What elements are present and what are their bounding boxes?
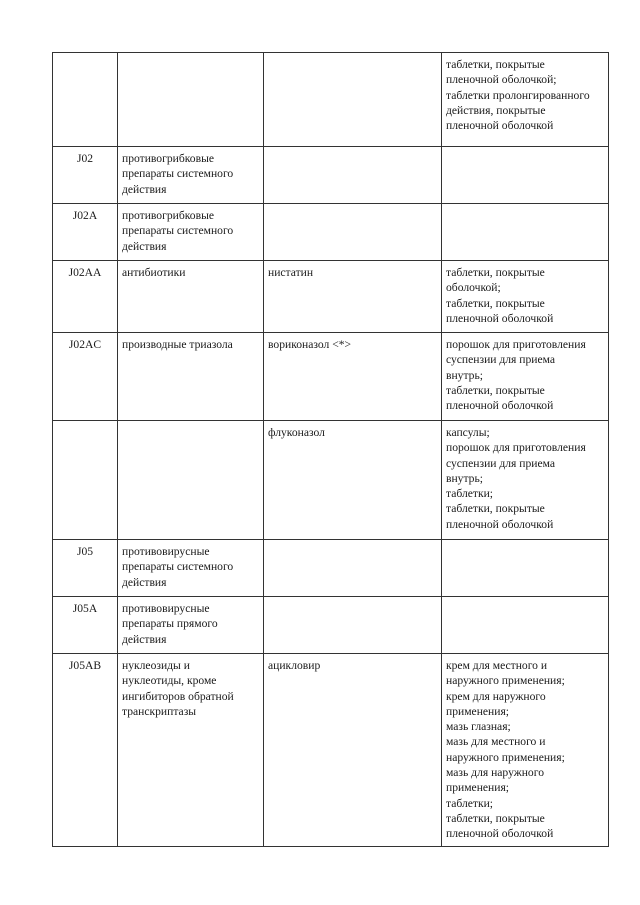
drug-cell — [264, 597, 442, 654]
dosage-form-cell — [442, 597, 609, 654]
drug-cell — [264, 147, 442, 204]
atc-code-cell: J02AC — [53, 333, 118, 421]
atc-code-cell: J02 — [53, 147, 118, 204]
group-cell: противовирусные препараты прямого действия — [118, 597, 264, 654]
table-row — [53, 333, 609, 421]
drug-cell — [264, 53, 442, 147]
drug-cell: флуконазол — [264, 421, 442, 540]
atc-code-cell: J05A — [53, 597, 118, 654]
dosage-form-cell — [442, 540, 609, 597]
table-row — [53, 147, 609, 204]
atc-code-cell — [53, 421, 118, 540]
dosage-form-cell — [442, 147, 609, 204]
medicines-table — [52, 52, 609, 847]
table-row — [53, 53, 609, 147]
table-row — [53, 261, 609, 333]
atc-code-cell: J05 — [53, 540, 118, 597]
atc-code-cell: J02AA — [53, 261, 118, 333]
atc-code-cell: J05AB — [53, 654, 118, 847]
group-cell — [118, 421, 264, 540]
atc-code-cell: J02A — [53, 204, 118, 261]
group-cell — [118, 53, 264, 147]
dosage-form-cell — [442, 204, 609, 261]
dosage-form-cell: таблетки, покрытые пленочной оболочкой; таблетки пролонгированного действия, покрытые пленочной оболочкой — [442, 53, 609, 147]
dosage-form-cell: порошок для приготовления суспензии для приема внутрь; таблетки, покрытые пленочной оболочкой — [442, 333, 609, 421]
group-cell: производные триазола — [118, 333, 264, 421]
group-cell: противогрибковые препараты системного действия — [118, 147, 264, 204]
drug-cell: нистатин — [264, 261, 442, 333]
drug-cell: ацикловир — [264, 654, 442, 847]
table-row — [53, 654, 609, 847]
group-cell: противовирусные препараты системного действия — [118, 540, 264, 597]
dosage-form-cell: капсулы; порошок для приготовления суспензии для приема внутрь; таблетки; таблетки, покрытые пленочной оболочкой — [442, 421, 609, 540]
dosage-form-cell: крем для местного и наружного применения; крем для наружного применения; мазь глазная; мазь для местного и наружного применения; мазь для наружного применения; таблетки; таблетки, покрытые пленочной оболочкой — [442, 654, 609, 847]
atc-code-cell — [53, 53, 118, 147]
group-cell: антибиотики — [118, 261, 264, 333]
table-row — [53, 204, 609, 261]
group-cell: нуклеозиды и нуклеотиды, кроме ингибиторов обратной транскриптазы — [118, 654, 264, 847]
drug-cell: вориконазол <*> — [264, 333, 442, 421]
table-row — [53, 540, 609, 597]
table-row — [53, 421, 609, 540]
drug-cell — [264, 204, 442, 261]
dosage-form-cell: таблетки, покрытые оболочкой; таблетки, покрытые пленочной оболочкой — [442, 261, 609, 333]
table-row — [53, 597, 609, 654]
drug-cell — [264, 540, 442, 597]
group-cell: противогрибковые препараты системного действия — [118, 204, 264, 261]
